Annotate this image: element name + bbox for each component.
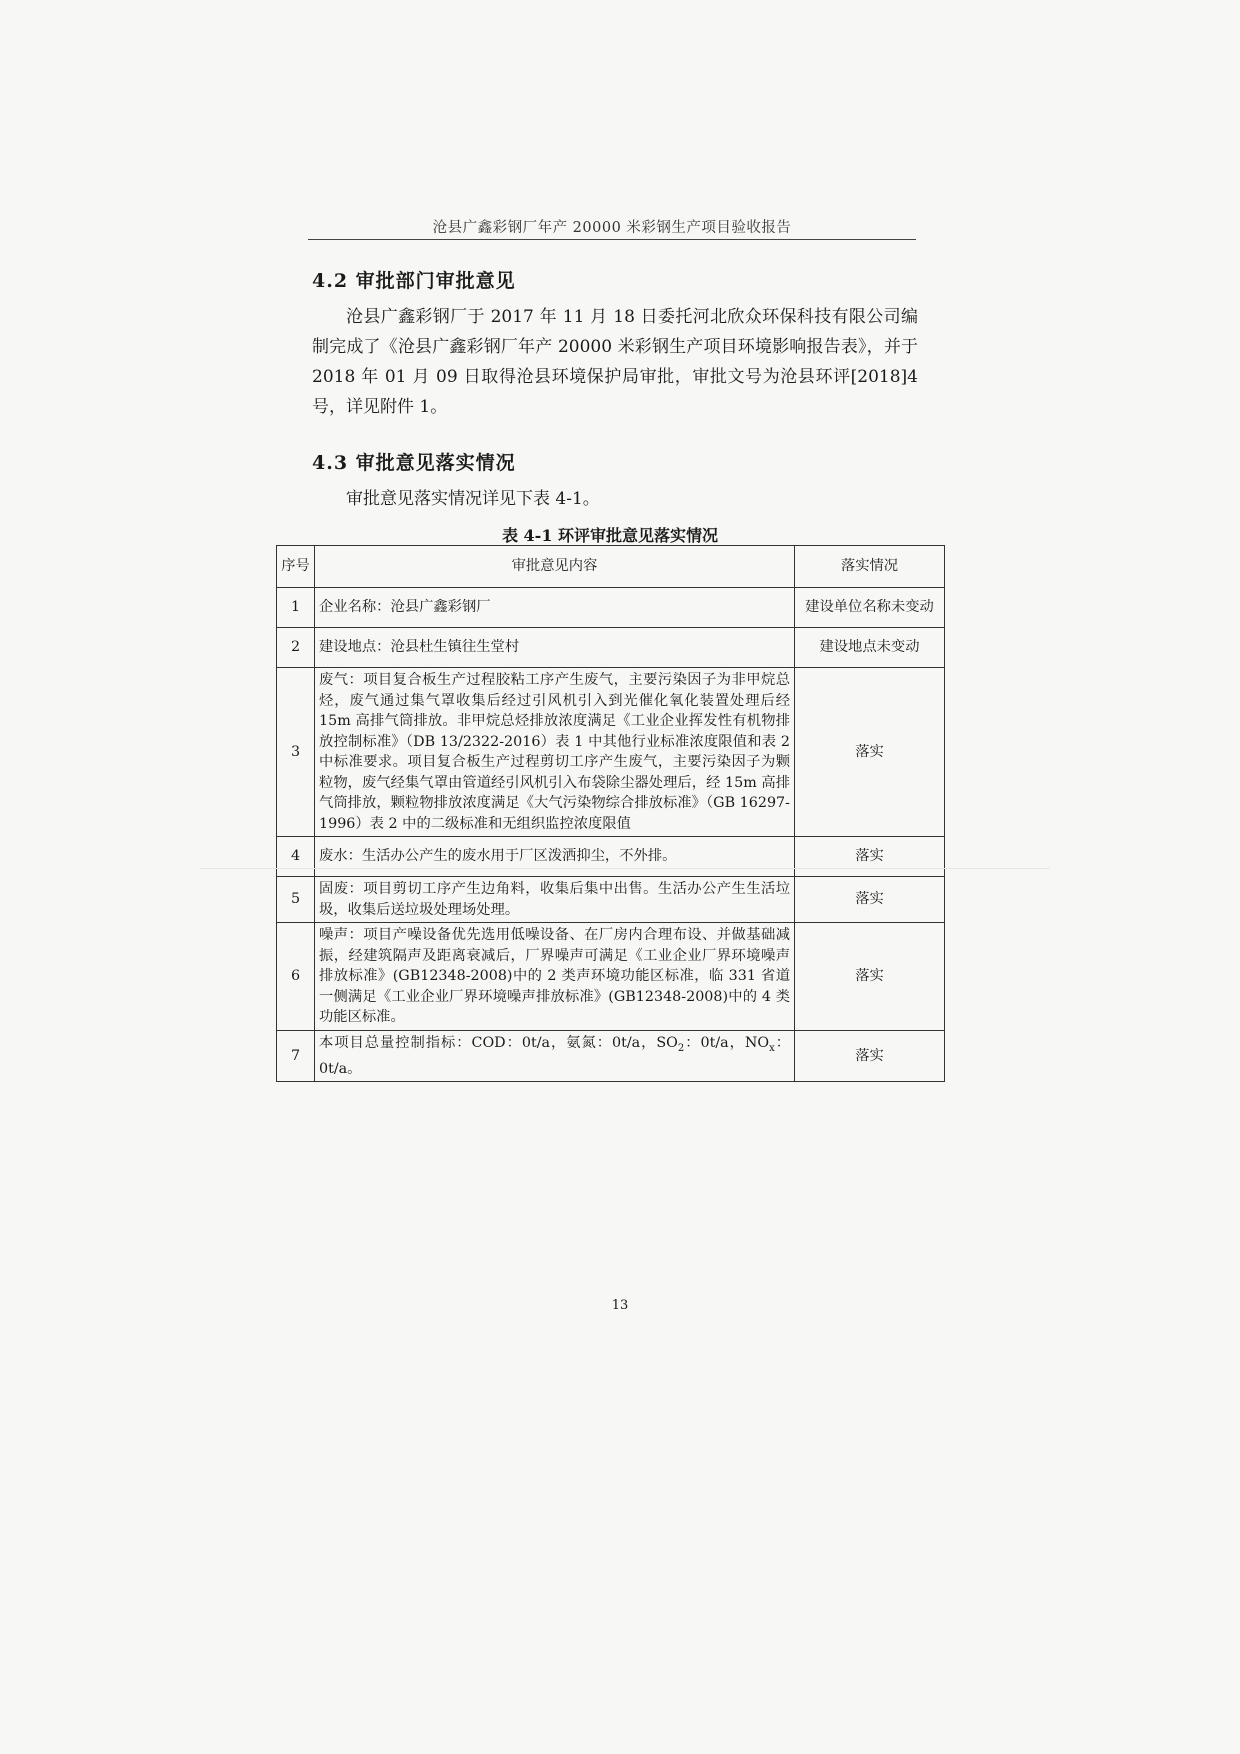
row-content: 噪声：项目产噪设备优先选用低噪设备、在厂房内合理布设、并做基础减振，经建筑隔声及距离衰减后，厂界噪声可满足《工业企业厂界环境噪声排放标准》(GB12348-2008)中的 2 类声环境功能区标准，临 331 省道一侧满足《工业企业厂界环境噪声排放标准》(GB12348-2008)中的 4 类功能区标准。 bbox=[315, 923, 795, 1031]
table-caption: 表 4-1 环评审批意见落实情况 bbox=[501, 526, 719, 545]
content-prefix: 本项目总量控制指标：COD：0t/a，氨氮：0t/a，SO bbox=[319, 1034, 678, 1051]
row-seq: 7 bbox=[277, 1030, 315, 1082]
table-row bbox=[277, 877, 945, 923]
table-row bbox=[277, 923, 945, 1031]
header-content: 审批意见内容 bbox=[315, 546, 795, 588]
row-seq: 5 bbox=[277, 877, 315, 923]
row-content: 固废：项目剪切工序产生边角料，收集后集中出售。生活办公产生生活垃圾，收集后送垃圾处理场处理。 bbox=[315, 877, 795, 923]
row-content: 废气：项目复合板生产过程胶粘工序产生废气，主要污染因子为非甲烷总烃，废气通过集气罩收集后经过引风机引入到光催化氧化装置处理后经 15m 高排气筒排放。非甲烷总烃排放浓度满足《工业企业挥发性有机物排放控制标准》（DB 13/2322-2016）表 1 中其他行业标准浓度限值和表 2 中标准要求。项目复合板生产过程剪切工序产生废气，主要污染因子为颗粒物，废气经集气罩由管道经引风机引入布袋除尘器处理后，经 15m 高排气筒排放，颗粒物排放浓度满足《大气污染物综合排放标准》（GB 16297-1996）表 2 中的二级标准和无组织监控浓度限值 bbox=[315, 668, 795, 837]
header-rule bbox=[308, 239, 916, 240]
row-content: 废水：生活办公产生的废水用于厂区泼洒抑尘，不外排。 bbox=[315, 837, 795, 877]
header-seq: 序号 bbox=[277, 546, 315, 588]
table-row bbox=[277, 628, 945, 668]
row-seq: 6 bbox=[277, 923, 315, 1031]
table-header-row bbox=[277, 546, 945, 588]
row-status: 落实 bbox=[795, 668, 945, 837]
row-status: 落实 bbox=[795, 877, 945, 923]
row-content: 企业名称：沧县广鑫彩钢厂 bbox=[315, 588, 795, 628]
so2-subscript: 2 bbox=[677, 1042, 685, 1054]
scan-fold-line bbox=[200, 868, 1050, 869]
table-row bbox=[277, 837, 945, 877]
row-seq: 4 bbox=[277, 837, 315, 877]
content-mid: ：0t/a，NO bbox=[684, 1034, 770, 1051]
table-row bbox=[277, 1030, 945, 1082]
row-status: 建设地点未变动 bbox=[795, 628, 945, 668]
row-seq: 2 bbox=[277, 628, 315, 668]
section-4-2-title: 4.2 审批部门审批意见 bbox=[312, 270, 516, 292]
page-number: 13 bbox=[611, 1298, 629, 1313]
approval-implementation-table bbox=[276, 545, 945, 1082]
header-status: 落实情况 bbox=[795, 546, 945, 588]
row-status: 落实 bbox=[795, 837, 945, 877]
section-4-3-title: 4.3 审批意见落实情况 bbox=[312, 452, 516, 474]
row-seq: 3 bbox=[277, 668, 315, 837]
row-status: 落实 bbox=[795, 923, 945, 1031]
nox-subscript: x bbox=[769, 1042, 775, 1054]
table-row bbox=[277, 668, 945, 837]
row-status: 建设单位名称未变动 bbox=[795, 588, 945, 628]
section-4-2-paragraph: 沧县广鑫彩钢厂于 2017 年 11 月 18 日委托河北欣众环保科技有限公司编制完成了《沧县广鑫彩钢厂年产 20000 米彩钢生产项目环境影响报告表》，并于 2018 年 01 月 09 日取得沧县环境保护局审批，审批文号为沧县环评[2018]4 号，详见附件 1。 bbox=[312, 307, 918, 417]
running-header: 沧县广鑫彩钢厂年产 20000 米彩钢生产项目验收报告 bbox=[432, 220, 792, 236]
row-status: 落实 bbox=[795, 1030, 945, 1082]
row-content bbox=[315, 1030, 795, 1082]
row-seq: 1 bbox=[277, 588, 315, 628]
table-row bbox=[277, 588, 945, 628]
section-4-3-paragraph: 审批意见落实情况详见下表 4-1。 bbox=[346, 489, 600, 509]
row-content: 建设地点：沧县杜生镇往生堂村 bbox=[315, 628, 795, 668]
content-suffix: ：0t/a。 bbox=[319, 1034, 791, 1077]
